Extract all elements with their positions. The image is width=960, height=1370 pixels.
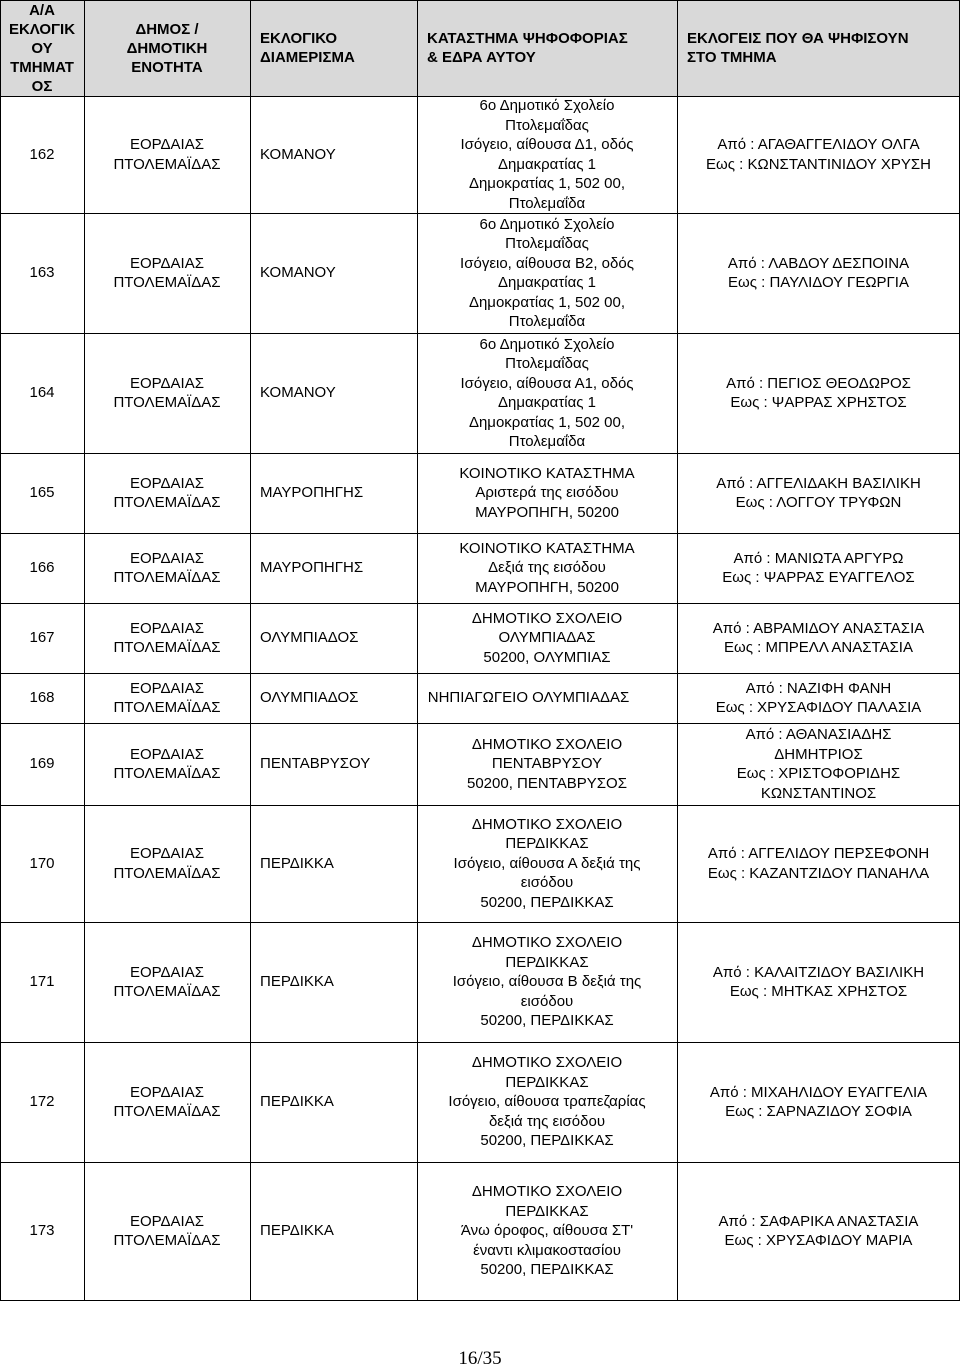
header-text: Α/Α bbox=[29, 1, 55, 19]
station-line: ΔΗΜΟΤΙΚΟ ΣΧΟΛΕΙΟ bbox=[471, 1183, 623, 1201]
municipality-line: ΕΟΡΔΑΙΑΣ bbox=[129, 136, 205, 153]
voters-line: Από : ΣΑΦΑΡΙΚΑ ΑΝΑΣΤΑΣΙΑ bbox=[718, 1212, 919, 1230]
row-divider bbox=[0, 1300, 960, 1301]
header-text: ΔΗΜΟΣ / bbox=[135, 20, 199, 38]
voters-line: Εως : ΧΡΙΣΤΟΦΟΡΙΔΗΣ bbox=[736, 765, 901, 782]
station-line: Ισόγειο, αίθουσα Α1, οδός bbox=[460, 374, 634, 392]
municipality-line: ΕΟΡΔΑΙΑΣ bbox=[129, 254, 205, 272]
district-line: ΜΑΥΡΟΠΗΓΗΣ bbox=[260, 484, 364, 502]
district-line: ΠΕΡΔΙΚΚΑ bbox=[260, 1093, 334, 1111]
voters-line: Από : ΑΘΑΝΑΣΙΑΔΗΣ bbox=[745, 726, 892, 743]
station-line: Δημοκρατίας 1, 502 00, bbox=[468, 175, 626, 192]
header-text: & ΕΔΡΑ ΑΥΤΟΥ bbox=[427, 49, 536, 66]
municipality-line: ΕΟΡΔΑΙΑΣ bbox=[129, 619, 205, 637]
header-text: ΕΚΛΟΓΕΙΣ ΠΟΥ ΘΑ ΨΗΦΙΣΟΥΝ bbox=[687, 30, 909, 47]
cell-voters bbox=[677, 673, 960, 723]
cell-district bbox=[250, 453, 417, 533]
cell-station bbox=[417, 213, 677, 333]
cell-no bbox=[0, 805, 84, 922]
no-line: 169 bbox=[29, 755, 55, 773]
municipality-line: ΕΟΡΔΑΙΑΣ bbox=[129, 679, 205, 697]
table-top-border bbox=[0, 0, 960, 1]
cell-municipality bbox=[84, 533, 250, 603]
cell-no bbox=[0, 723, 84, 805]
voters-line: Από : ΠΕΓΙΟΣ ΘΕΟΔΩΡΟΣ bbox=[726, 374, 911, 392]
cell-municipality bbox=[84, 673, 250, 723]
station-line: Δημακρατίας 1 bbox=[497, 274, 597, 291]
cell-voters bbox=[677, 333, 960, 453]
cell-district bbox=[250, 1162, 417, 1300]
cell-district bbox=[250, 723, 417, 805]
district-line: ΜΑΥΡΟΠΗΓΗΣ bbox=[260, 559, 364, 577]
municipality-line: ΠΤΟΛΕΜΑΪΔΑΣ bbox=[113, 494, 221, 511]
no-line: 165 bbox=[29, 484, 55, 502]
cell-municipality bbox=[84, 453, 250, 533]
no-line: 170 bbox=[29, 854, 55, 872]
station-line: Πτολεμαΐδα bbox=[508, 313, 586, 330]
station-line: 50200, ΠΕΡΔΙΚΚΑΣ bbox=[480, 1012, 614, 1030]
station-line: 50200, ΠΕΡΔΙΚΚΑΣ bbox=[480, 1261, 614, 1279]
station-line: 50200, ΠΕΝΤΑΒΡΥΣΟΣ bbox=[467, 774, 627, 792]
station-line: ΚΟΙΝΟΤΙΚΟ ΚΑΤΑΣΤΗΜΑ bbox=[459, 464, 635, 482]
header-text: ΕΚΛΟΓΙΚΟ bbox=[260, 30, 338, 47]
no-line: 171 bbox=[29, 973, 55, 991]
voters-line: Εως : ΛΟΓΓΟΥ ΤΡΥΦΩΝ bbox=[735, 494, 902, 511]
station-line: ΔΗΜΟΤΙΚΟ ΣΧΟΛΕΙΟ bbox=[471, 609, 623, 627]
page-number: 16/35 bbox=[458, 1348, 502, 1369]
station-line: 6ο Δημοτικό Σχολείο bbox=[479, 97, 615, 114]
cell-voters bbox=[677, 603, 960, 673]
municipality-line: ΕΟΡΔΑΙΑΣ bbox=[129, 745, 205, 763]
cell-district bbox=[250, 96, 417, 213]
no-line: 168 bbox=[29, 689, 55, 707]
cell-municipality bbox=[84, 603, 250, 673]
station-line: ΔΗΜΟΤΙΚΟ ΣΧΟΛΕΙΟ bbox=[471, 1054, 623, 1072]
header-divider bbox=[0, 96, 960, 97]
voters-line: Από : ΛΑΒΔΟΥ ΔΕΣΠΟΙΝΑ bbox=[727, 254, 910, 272]
voters-line: Εως : ΣΑΡΝΑΖΙΔΟΥ ΣΟΦΙΑ bbox=[725, 1103, 912, 1120]
header-col-district bbox=[250, 0, 417, 96]
district-line: ΟΛΥΜΠΙΑΔΟΣ bbox=[260, 689, 359, 707]
cell-voters bbox=[677, 453, 960, 533]
station-line: Πτολεμαΐδας bbox=[505, 116, 589, 134]
cell-no bbox=[0, 673, 84, 723]
cell-no bbox=[0, 453, 84, 533]
cell-district bbox=[250, 922, 417, 1042]
header-text: ΤΜΗΜΑΤ bbox=[10, 58, 74, 76]
station-line: Ισόγειο, αίθουσα τραπεζαρίας bbox=[448, 1093, 646, 1111]
no-line: 172 bbox=[29, 1093, 55, 1111]
district-line: ΚΟΜΑΝΟΥ bbox=[260, 264, 336, 282]
voters-line: Από : ΚΑΛΑΙΤΖΙΔΟΥ ΒΑΣΙΛΙΚΗ bbox=[712, 963, 925, 981]
station-line: ΝΗΠΙΑΓΩΓΕΙΟ ΟΛΥΜΠΙΑΔΑΣ bbox=[427, 689, 630, 707]
cell-municipality bbox=[84, 1042, 250, 1162]
cell-district bbox=[250, 805, 417, 922]
station-line: Πτολεμαΐδας bbox=[505, 355, 589, 372]
cell-voters bbox=[677, 213, 960, 333]
station-line: ΔΗΜΟΤΙΚΟ ΣΧΟΛΕΙΟ bbox=[471, 735, 623, 753]
municipality-line: ΕΟΡΔΑΙΑΣ bbox=[129, 474, 205, 492]
station-line: Άνω όροφος, αίθουσα ΣΤ' bbox=[460, 1222, 634, 1240]
station-line: δεξιά της εισόδου bbox=[488, 1112, 606, 1130]
station-line: ΟΛΥΜΠΙΑΔΑΣ bbox=[498, 629, 596, 647]
station-line: Ισόγειο, αίθουσα Α δεξιά της bbox=[453, 854, 641, 872]
cell-district bbox=[250, 1042, 417, 1162]
municipality-line: ΠΤΟΛΕΜΑΪΔΑΣ bbox=[113, 1103, 221, 1120]
header-text: ΚΑΤΑΣΤΗΜΑ ΨΗΦΟΦΟΡΙΑΣ bbox=[427, 30, 628, 47]
cell-station bbox=[417, 1042, 677, 1162]
municipality-line: ΕΟΡΔΑΙΑΣ bbox=[129, 374, 205, 392]
station-line: Δεξιά της εισόδου bbox=[488, 559, 606, 577]
municipality-line: ΠΤΟΛΕΜΑΪΔΑΣ bbox=[113, 155, 221, 173]
district-line: ΚΟΜΑΝΟΥ bbox=[260, 145, 336, 163]
station-line: ΚΟΙΝΟΤΙΚΟ ΚΑΤΑΣΤΗΜΑ bbox=[459, 539, 635, 557]
cell-municipality bbox=[84, 922, 250, 1042]
column-divider bbox=[250, 0, 251, 1300]
voters-line: Εως : ΚΑΖΑΝΤΖΙΔΟΥ ΠΑΝΑΗΛΑ bbox=[707, 864, 930, 882]
cell-municipality bbox=[84, 96, 250, 213]
voters-line: Από : ΑΒΡΑΜΙΔΟΥ ΑΝΑΣΤΑΣΙΑ bbox=[712, 619, 925, 637]
cell-station bbox=[417, 453, 677, 533]
header-text: ΟΣ bbox=[31, 77, 53, 95]
cell-station bbox=[380, 673, 677, 723]
cell-station bbox=[417, 96, 677, 213]
header-col-station bbox=[417, 0, 677, 96]
voters-line: Εως : ΚΩΝΣΤΑΝΤΙΝΙΔΟΥ ΧΡΥΣΗ bbox=[706, 155, 931, 173]
station-line: Δημακρατίας 1 bbox=[497, 155, 597, 173]
cell-no bbox=[0, 922, 84, 1042]
header-text: ΔΙΑΜΕΡΙΣΜΑ bbox=[260, 49, 355, 66]
cell-station bbox=[417, 922, 677, 1042]
municipality-line: ΠΤΟΛΕΜΑΪΔΑΣ bbox=[113, 639, 221, 656]
header-text: ΣΤΟ ΤΜΗΜΑ bbox=[687, 49, 777, 66]
municipality-line: ΕΟΡΔΑΙΑΣ bbox=[129, 845, 205, 862]
municipality-line: ΠΤΟΛΕΜΑΪΔΑΣ bbox=[113, 983, 221, 1000]
column-divider bbox=[84, 0, 85, 1300]
cell-district bbox=[250, 333, 417, 453]
district-line: ΠΕΡΔΙΚΚΑ bbox=[260, 854, 334, 872]
station-line: Αριστερά της εισόδου bbox=[475, 484, 619, 502]
header-text: ΟΥ bbox=[31, 39, 53, 57]
municipality-line: ΕΟΡΔΑΙΑΣ bbox=[129, 963, 205, 981]
municipality-line: ΠΤΟΛΕΜΑΪΔΑΣ bbox=[113, 864, 221, 882]
station-line: Πτολεμαΐδα bbox=[508, 194, 586, 212]
voters-line: Εως : ΨΑΡΡΑΣ ΧΡΗΣΤΟΣ bbox=[730, 394, 907, 411]
station-line: Πτολεμαΐδα bbox=[508, 433, 586, 450]
station-line: ΜΑΥΡΟΠΗΓΗ, 50200 bbox=[475, 578, 619, 596]
voters-line: Από : ΜΙΧΑΗΛΙΔΟΥ ΕΥΑΓΓΕΛΙΑ bbox=[709, 1083, 928, 1101]
cell-no bbox=[0, 533, 84, 603]
header-text: ΕΚΛΟΓΙΚ bbox=[8, 20, 76, 38]
station-line: Ισόγειο, αίθουσα Β δεξιά της bbox=[452, 973, 642, 991]
voters-line: ΔΗΜΗΤΡΙΟΣ bbox=[774, 745, 863, 763]
station-line: ΜΑΥΡΟΠΗΓΗ, 50200 bbox=[475, 503, 619, 521]
voters-line: ΚΩΝΣΤΑΝΤΙΝΟΣ bbox=[760, 784, 877, 802]
cell-voters bbox=[677, 805, 960, 922]
voters-line: Από : ΑΓΓΕΛΙΔΟΥ ΠΕΡΣΕΦΟΝΗ bbox=[707, 845, 930, 862]
cell-voters bbox=[677, 96, 960, 213]
municipality-line: ΠΤΟΛΕΜΑΪΔΑΣ bbox=[113, 394, 221, 411]
cell-no bbox=[0, 1162, 84, 1300]
station-line: ΠΕΡΔΙΚΚΑΣ bbox=[505, 835, 589, 853]
no-line: 173 bbox=[29, 1222, 55, 1240]
municipality-line: ΠΤΟΛΕΜΑΪΔΑΣ bbox=[113, 699, 221, 716]
cell-voters bbox=[677, 922, 960, 1042]
cell-municipality bbox=[84, 213, 250, 333]
column-divider bbox=[677, 0, 678, 1300]
header-text: ΕΝΟΤΗΤΑ bbox=[131, 58, 203, 76]
cell-station bbox=[417, 723, 677, 805]
station-line: 50200, ΠΕΡΔΙΚΚΑΣ bbox=[480, 893, 614, 911]
no-line: 167 bbox=[29, 629, 55, 647]
station-line: 50200, ΟΛΥΜΠΙΑΣ bbox=[483, 648, 611, 666]
cell-municipality bbox=[84, 1162, 250, 1300]
municipality-line: ΠΤΟΛΕΜΑΪΔΑΣ bbox=[113, 765, 221, 782]
voters-line: Εως : ΠΑΥΛΙΔΟΥ ΓΕΩΡΓΙΑ bbox=[728, 274, 909, 291]
cell-district bbox=[250, 603, 417, 673]
cell-voters bbox=[677, 1042, 960, 1162]
no-line: 164 bbox=[29, 384, 55, 402]
voters-line: Εως : ΜΠΡΕΛΛ ΑΝΑΣΤΑΣΙΑ bbox=[724, 639, 913, 656]
cell-no bbox=[0, 1042, 84, 1162]
station-line: ΔΗΜΟΤΙΚΟ ΣΧΟΛΕΙΟ bbox=[471, 934, 623, 952]
station-line: ΠΕΡΔΙΚΚΑΣ bbox=[505, 1202, 589, 1220]
header-col-voters bbox=[677, 0, 960, 96]
municipality-line: ΠΤΟΛΕΜΑΪΔΑΣ bbox=[113, 569, 221, 586]
cell-no bbox=[0, 603, 84, 673]
header-col-number bbox=[0, 0, 84, 96]
voters-line: Εως : ΨΑΡΡΑΣ ΕΥΑΓΓΕΛΟΣ bbox=[722, 569, 915, 586]
no-line: 162 bbox=[29, 145, 55, 163]
station-line: Δημοκρατίας 1, 502 00, bbox=[468, 413, 626, 431]
cell-voters bbox=[677, 1162, 960, 1300]
cell-voters bbox=[677, 533, 960, 603]
cell-station bbox=[417, 333, 677, 453]
column-divider bbox=[417, 0, 418, 1300]
cell-station bbox=[417, 603, 677, 673]
header-col-municipality bbox=[84, 0, 250, 96]
station-line: Ισόγειο, αίθουσα Δ1, οδός bbox=[460, 136, 634, 153]
cell-station bbox=[417, 533, 677, 603]
voters-line: Εως : ΧΡΥΣΑΦΙΔΟΥ ΜΑΡΙΑ bbox=[724, 1232, 913, 1249]
voters-line: Από : ΑΓΓΕΛΙΔΑΚΗ ΒΑΣΙΛΙΚΗ bbox=[716, 474, 921, 492]
voters-line: Εως : ΧΡΥΣΑΦΙΔΟΥ ΠΑΛΑΣΙΑ bbox=[715, 699, 922, 716]
municipality-line: ΕΟΡΔΑΙΑΣ bbox=[129, 1212, 205, 1230]
cell-no bbox=[0, 96, 84, 213]
station-line: ΔΗΜΟΤΙΚΟ ΣΧΟΛΕΙΟ bbox=[471, 815, 623, 833]
cell-station bbox=[417, 805, 677, 922]
voters-line: Από : ΜΑΝΙΩΤΑ ΑΡΓΥΡΩ bbox=[733, 549, 904, 567]
cell-municipality bbox=[84, 805, 250, 922]
no-line: 166 bbox=[29, 559, 55, 577]
cell-station bbox=[417, 1162, 677, 1300]
station-line: Δημοκρατίας 1, 502 00, bbox=[468, 293, 626, 311]
station-line: εισόδου bbox=[520, 992, 574, 1010]
cell-no bbox=[0, 213, 84, 333]
station-line: 50200, ΠΕΡΔΙΚΚΑΣ bbox=[480, 1132, 614, 1150]
district-line: ΠΕΝΤΑΒΡΥΣΟΥ bbox=[260, 755, 371, 773]
district-line: ΠΕΡΔΙΚΚΑ bbox=[260, 1222, 334, 1240]
station-line: 6ο Δημοτικό Σχολείο bbox=[479, 215, 615, 233]
station-line: έναντι κλιμακοστασίου bbox=[473, 1241, 621, 1259]
municipality-line: ΠΤΟΛΕΜΑΪΔΑΣ bbox=[113, 274, 221, 291]
district-line: ΚΟΜΑΝΟΥ bbox=[260, 384, 336, 402]
station-line: 6ο Δημοτικό Σχολείο bbox=[479, 335, 615, 353]
district-line: ΠΕΡΔΙΚΚΑ bbox=[260, 973, 334, 991]
cell-no bbox=[0, 333, 84, 453]
cell-municipality bbox=[84, 723, 250, 805]
municipality-line: ΕΟΡΔΑΙΑΣ bbox=[129, 549, 205, 567]
voters-line: Από : ΝΑΖΙΦΗ ΦΑΝΗ bbox=[745, 679, 892, 697]
station-line: Πτολεμαΐδας bbox=[505, 235, 589, 252]
header-text: ΔΗΜΟΤΙΚΗ bbox=[126, 39, 208, 57]
voters-line: Εως : ΜΗΤΚΑΣ ΧΡΗΣΤΟΣ bbox=[729, 983, 908, 1000]
cell-district bbox=[250, 533, 417, 603]
station-line: Ισόγειο, αίθουσα Β2, οδός bbox=[460, 254, 634, 272]
column-divider bbox=[0, 0, 1, 1300]
station-line: εισόδου bbox=[520, 874, 574, 892]
station-line: ΠΕΝΤΑΒΡΥΣΟΥ bbox=[491, 755, 603, 773]
municipality-line: ΕΟΡΔΑΙΑΣ bbox=[129, 1083, 205, 1101]
cell-voters bbox=[677, 723, 960, 805]
cell-municipality bbox=[84, 333, 250, 453]
station-line: Δημακρατίας 1 bbox=[497, 394, 597, 411]
voters-line: Από : ΑΓΑΘΑΓΓΕΛΙΔΟΥ ΟΛΓΑ bbox=[717, 136, 920, 153]
no-line: 163 bbox=[29, 264, 55, 282]
cell-district bbox=[250, 213, 417, 333]
station-line: ΠΕΡΔΙΚΚΑΣ bbox=[505, 953, 589, 971]
district-line: ΟΛΥΜΠΙΑΔΟΣ bbox=[260, 629, 359, 647]
station-line: ΠΕΡΔΙΚΚΑΣ bbox=[505, 1073, 589, 1091]
municipality-line: ΠΤΟΛΕΜΑΪΔΑΣ bbox=[113, 1232, 221, 1249]
